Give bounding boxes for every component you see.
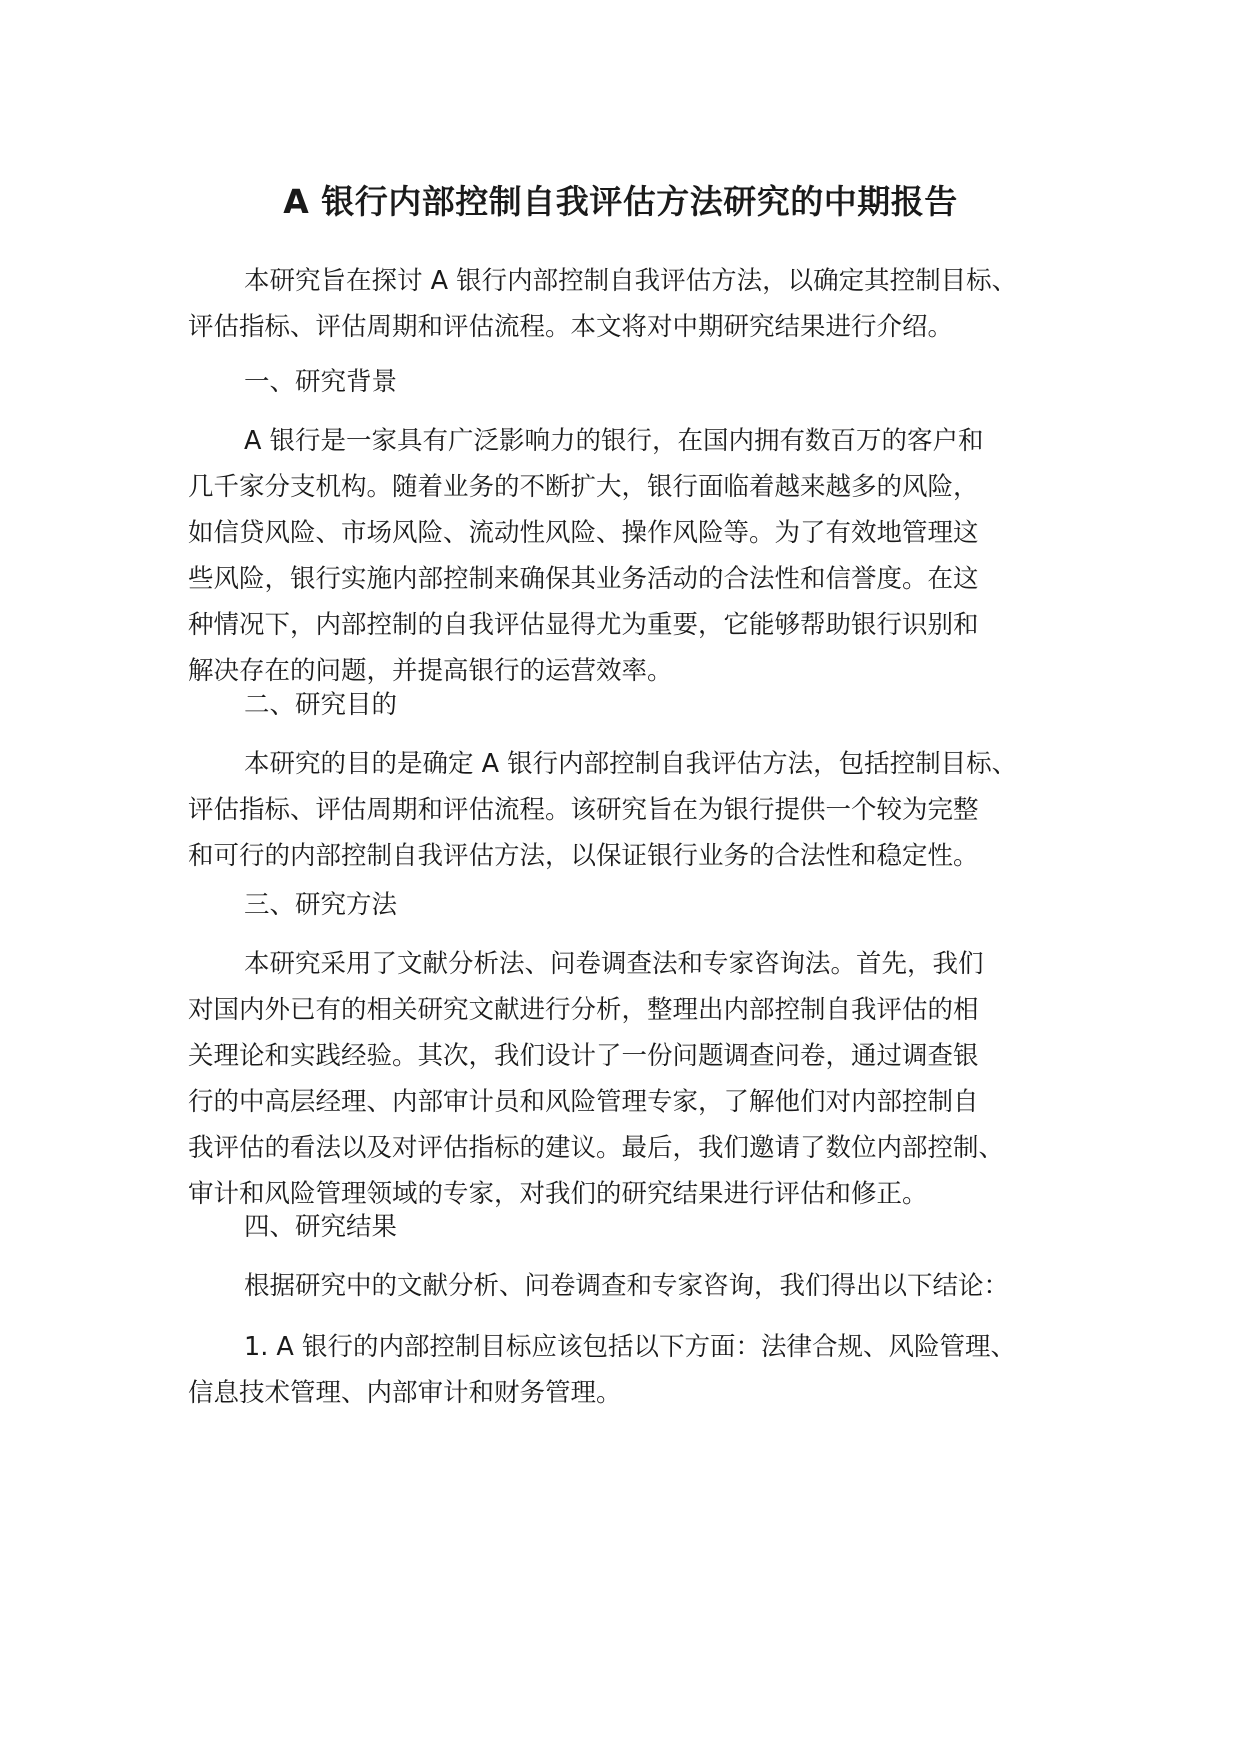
- paragraph-line: 些风险，银行实施内部控制来确保其业务活动的合法性和信誉度。在这: [188, 564, 979, 594]
- section-heading-background: 一、研究背景: [244, 367, 398, 397]
- method-paragraph: [188, 941, 1088, 1217]
- paragraph-line: 本研究采用了文献分析法、问卷调查法和专家咨询法。首先，我们: [244, 949, 984, 979]
- section-heading-purpose: 二、研究目的: [244, 690, 398, 720]
- paragraph-line: 本研究旨在探讨 A 银行内部控制自我评估方法，以确定其控制目标、: [244, 266, 1018, 296]
- paragraph-line: 关理论和实践经验。其次，我们设计了一份问题调查问卷，通过调查银: [188, 1041, 979, 1071]
- paragraph-line: 信息技术管理、内部审计和财务管理。: [188, 1378, 622, 1408]
- purpose-paragraph: [188, 741, 1088, 879]
- section-heading-results: 四、研究结果: [244, 1212, 398, 1242]
- paragraph-line: 我评估的看法以及对评估指标的建议。最后，我们邀请了数位内部控制、: [188, 1133, 1005, 1163]
- paragraph-line: 本研究的目的是确定 A 银行内部控制自我评估方法，包括控制目标、: [244, 749, 1018, 779]
- paragraph-line: A 银行是一家具有广泛影响力的银行，在国内拥有数百万的客户和: [244, 426, 984, 456]
- paragraph-line: 种情况下，内部控制的自我评估显得尤为重要，它能够帮助银行识别和: [188, 610, 979, 640]
- section-heading-method: 三、研究方法: [244, 890, 398, 920]
- intro-paragraph: [188, 258, 1088, 350]
- results-intro-paragraph: [188, 1263, 1088, 1309]
- paragraph-line: 1. A 银行的内部控制目标应该包括以下方面：法律合规、风险管理、: [244, 1332, 1016, 1362]
- background-paragraph: [188, 418, 1088, 694]
- paragraph-line: 评估指标、评估周期和评估流程。该研究旨在为银行提供一个较为完整: [188, 795, 979, 825]
- paragraph-line: 对国内外已有的相关研究文献进行分析，整理出内部控制自我评估的相: [188, 995, 979, 1025]
- paragraph-line: 根据研究中的文献分析、问卷调查和专家咨询，我们得出以下结论：: [244, 1271, 1010, 1301]
- paragraph-line: 几千家分支机构。随着业务的不断扩大，银行面临着越来越多的风险，: [188, 472, 979, 502]
- paragraph-line: 审计和风险管理领域的专家，对我们的研究结果进行评估和修正。: [188, 1179, 928, 1209]
- paragraph-line: 和可行的内部控制自我评估方法，以保证银行业务的合法性和稳定性。: [188, 841, 979, 871]
- paragraph-line: 评估指标、评估周期和评估流程。本文将对中期研究结果进行介绍。: [188, 312, 954, 342]
- result-item-1: [188, 1324, 1088, 1416]
- paragraph-line: 行的中高层经理、内部审计员和风险管理专家，了解他们对内部控制自: [188, 1087, 979, 1117]
- paragraph-line: 如信贷风险、市场风险、流动性风险、操作风险等。为了有效地管理这: [188, 518, 979, 548]
- document-title: A 银行内部控制自我评估方法研究的中期报告: [283, 182, 958, 221]
- paragraph-line: 解决存在的问题，并提高银行的运营效率。: [188, 656, 673, 686]
